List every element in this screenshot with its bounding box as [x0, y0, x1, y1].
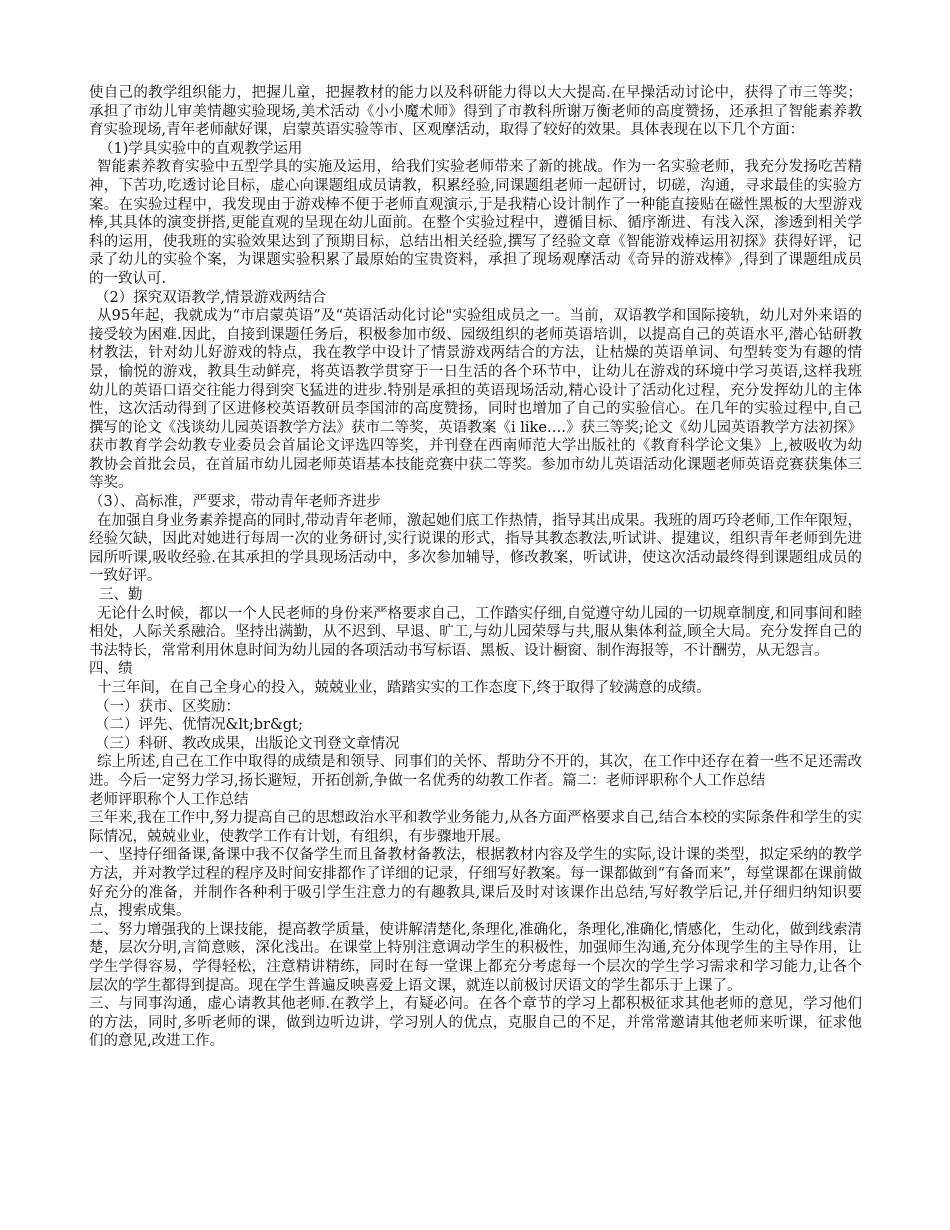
list-item: （一）获市、区奖励：	[95, 698, 240, 715]
subsection-heading: （1)学具实验中的直观教学运用	[99, 140, 303, 157]
list-item: （二）评先、优情况&lt;br&gt;	[95, 717, 303, 734]
body-paragraph: 三年来,我在工作中,努力提高自己的思想政治水平和教学业务能力,从各方面严格要求自己,结合本校的实际条件和学生的实际情况，兢兢业业，使教学工作有计划，有组织，有步骤地开展。	[89, 810, 862, 845]
body-paragraph: 使自己的教学组织能力，把握儿童，把握教材的能力以及科研能力得以大大提高.在早操活动讨论中，获得了市三等奖；承担了市幼儿审美情趣实验现场,美术活动《小小魔术师》得到了市教科所谢万衡老师的高度赞扬，还承担了智能素养教育实验现场,青年老师献好课，启蒙英语实验等市、区观摩活动，取得了较好的效果。具体表现在以下几个方面：	[89, 85, 862, 139]
list-item: （三）科研、教改成果，出版论文刊登文章情况	[95, 735, 400, 752]
document-title: 老师评职称个人工作总结	[89, 791, 249, 808]
body-paragraph: 综上所述,自己在工作中取得的成绩是和领导、同事们的关怀、帮助分不开的，其次，在工作中还存在着一些不足还需改进。今后一定努力学习,扬长避短，开拓创新,争做一名优秀的幼教工作者。篇二：老师评职称个人工作总结	[89, 754, 862, 789]
body-paragraph: 一、坚持仔细备课,备课中我不仅备学生而且备教材备教法，根据教材内容及学生的实际,设计课的类型，拟定采纳的教学方法，并对教学过程的程序及时间安排都作了详细的记录，仔细写好教案。每一课都做到“有备而来”，每堂课都在课前做好充分的准备，并制作各种利于吸引学生注意力的有趣教具,课后及时对该课作出总结,写好教学后记,并仔细归纳知识要点，搜索成集。	[89, 847, 862, 920]
body-paragraph: 二、努力增强我的上课技能，提高教学质量，使讲解清楚化,条理化,准确化，条理化,准确化,情感化，生动化，做到线索清楚，层次分明,言简意赅，深化浅出。在课堂上特别注意调动学生的积极性，加强师生沟通,充分体现学生的主导作用，让学生学得容易，学得轻松，注意精讲精练，同时在每一堂课上都充分考虑每一个层次的学生学习需求和学习能力,让各个层次的学生都得到提高。现在学生普遍反映喜爱上语文课，就连以前极讨厌语文的学生都乐于上课了。	[89, 921, 862, 994]
body-paragraph: 从95年起，我就成为“市启蒙英语”及“英语活动化讨论"实验组成员之一。当前，双语教学和国际接轨，幼儿对外来语的接受较为困难.因此，自接到课题任务后，积极参加市级、园级组织的老师英语培训，以提高自己的英语水平,潜心钻研教材教法，针对幼儿好游戏的特点，我在教学中设计了情景游戏两结合的方法，让枯燥的英语单词、句型转变为有趣的情景，愉悦的游戏，教具生动鲜亮，将英语教学贯穿于一日生活的各个环节中，让幼儿在游戏的环境中学习英语,这样我班幼儿的英语口语交往能力得到突飞猛进的进步.特别是承担的英语现场活动,精心设计了活动化过程，充分发挥幼儿的主体性，这次活动得到了区进修校英语教研员李国沛的高度赞扬，同时也增加了自己的实验信心。在几年的实验过程中,自己撰写的论文《浅谈幼儿园英语教学方法》获市二等奖，英语教案《i like….》获三等奖;论文《幼儿园英语教学方法初探》获市教育学会幼教专业委员会首届论文评选四等奖，并刊登在西南师范大学出版社的《教育科学论文集》上,被吸收为幼教协会首批会员，在首届市幼儿园老师英语基本技能竞赛中获二等奖。参加市幼儿英语活动化课题老师英语竞赛获集体三等奖。	[89, 308, 862, 492]
section-heading: 三、勤	[99, 587, 143, 604]
body-paragraph: 无论什么时候，都以一个人民老师的身份来严格要求自己，工作踏实仔细,自觉遵守幼儿园的一切规章制度,和同事间和睦相处，人际关系融洽。坚持出满勤，从不迟到、早退、旷工,与幼儿园荣辱与共,服从集体利益,顾全大局。充分发挥自己的书法特长，常常利用休息时间为幼儿园的各项活动书写标语、黑板、设计橱窗、制作海报等，不计酬劳，从无怨言。	[89, 605, 862, 659]
subsection-heading: （3）、高标准，严要求，带动青年老师齐进步	[89, 494, 381, 511]
body-paragraph: 在加强自身业务素养提高的同时,带动青年老师，激起她们底工作热情，指导其出成果。我班的周巧玲老师,工作年限短，经验欠缺，因此对她进行每周一次的业务研讨,实行说课的形式，指导其教态教法,听试讲、提建议，组织青年老师到先进园所听课,吸收经验.在其承担的学具现场活动中，多次参加辅导，修改教案，听试讲，使这次活动最终得到课题组成员的一致好评。	[89, 512, 862, 585]
subsection-heading: （2）探究双语教学,情景游戏两结合	[95, 289, 327, 306]
body-paragraph: 三、与同事沟通，虚心请教其他老师.在教学上，有疑必问。在各个章节的学习上都积极征求其他老师的意见，学习他们的方法，同时,多听老师的课，做到边听边讲，学习别人的优点，克服自己的不足，并常常邀请其他老师来听课，征求他们的意见,改进工作。	[89, 996, 862, 1050]
section-heading: 四、绩	[89, 661, 133, 678]
body-paragraph: 十三年间，在自己全身心的投入，兢兢业业，踏踏实实的工作态度下,终于取得了较满意的成绩。	[97, 680, 711, 696]
body-paragraph: 智能素养教育实验中五型学具的实施及运用，给我们实验老师带来了新的挑战。作为一名实验老师，我充分发扬吃苦精神，下苦功,吃透讨论目标，虚心向课题组成员请教，积累经验,同课题组老师一起研讨，切磋，沟通，寻求最佳的实验方案。在实验过程中，我发现由于游戏棒不便于老师直观演示,于是我精心设计制作了一种能直接贴在磁性黑板的大型游戏棒,其具体的演变拼搭,更能直观的呈现在幼儿面前。在整个实验过程中，遵循目标、循序渐进、有浅入深，渗透到相关学科的运用，使我班的实验效果达到了预期目标，总结出相关经验,撰写了经验文章《智能游戏棒运用初探》获得好评，记录了幼儿的实验个案，为课题实验积累了最原始的宝贵资料，承担了现场观摩活动《奇异的游戏棒》,得到了课题组成员的一致认可.	[89, 159, 862, 287]
